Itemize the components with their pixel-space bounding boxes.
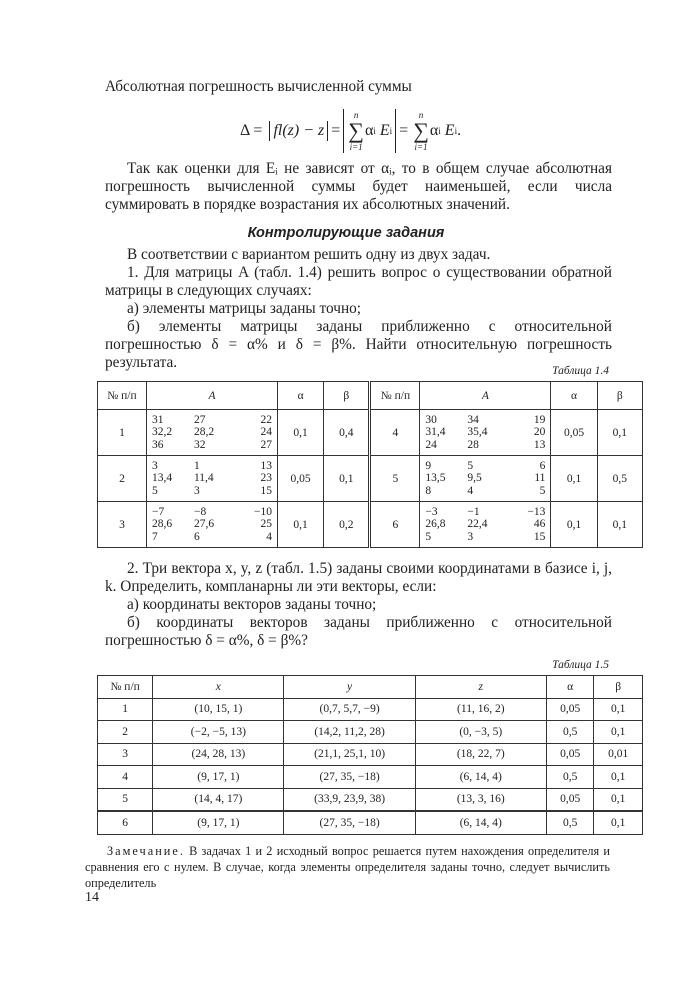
table-cell: 1 [98, 698, 153, 721]
header-cell: A [420, 382, 551, 410]
beta-cell: 0,1 [597, 502, 642, 548]
matrix-cell [420, 410, 551, 456]
section-heading: Контролирующие задания [247, 225, 445, 241]
matrix-cell [146, 410, 277, 456]
table-cell: (0,7, 5,7, −9) [284, 698, 415, 721]
table-header-row [98, 676, 643, 699]
matrix-element: 4 [467, 484, 474, 497]
table-cell: (18, 22, 7) [415, 743, 546, 766]
table-1-4 [97, 381, 643, 548]
E: E [444, 122, 455, 139]
matrix-element: −10 [253, 505, 272, 518]
matrix-element: −8 [193, 505, 207, 518]
task-1-b: б) элементы матрицы заданы приближенно с относительной погрешностью δ = α% и δ = β%. Найти относительную погрешность результата. [105, 318, 612, 371]
matrix-element: 27,6 [193, 518, 215, 531]
table-row [98, 502, 643, 548]
task-2: 2. Три вектора x, y, z (табл. 1.5) заданы своими координатами в базисе i, j, k. Определить, компланарны ли эти векторы, если: [105, 560, 612, 595]
row-number: 2 [98, 456, 147, 502]
sum-bottom: i=1 [349, 142, 363, 152]
matrix-element: 24 [425, 438, 437, 451]
table-cell: (33,9, 23,9, 38) [284, 788, 415, 811]
header-cell: α [546, 676, 594, 699]
matrix-element: 13,5 [425, 472, 446, 485]
formula-eq: = [399, 122, 409, 139]
task-2-a: а) координаты векторов заданы точно; [127, 596, 377, 613]
alpha-cell: 0,1 [551, 456, 597, 502]
note-text: В задачах 1 и 2 исходный вопрос решается путем нахождения определителя и сравнения его с нулем. В случае, когда элементы определителя заданы точно, следует вычислить определитель [85, 844, 610, 890]
matrix-element: 11,4 [193, 472, 214, 485]
header-cell: z [415, 676, 546, 699]
note-label: Замечание. [107, 844, 185, 858]
row-number: 5 [370, 456, 420, 502]
matrix-element: −3 [425, 505, 438, 518]
table-cell: 4 [98, 766, 153, 789]
alpha-cell: 0,05 [277, 456, 323, 502]
row-number: 3 [98, 502, 147, 548]
matrix-element: 11 [534, 472, 546, 485]
table-cell: 0,1 [594, 811, 643, 834]
alpha-cell: 0,05 [551, 410, 597, 456]
sigma: ∑ [348, 118, 364, 143]
table-cell: 0,1 [594, 788, 643, 811]
matrix-element: 3 [467, 530, 474, 543]
matrix-element: 6 [193, 530, 200, 543]
abs-bar [327, 121, 328, 141]
matrix-element: 32,2 [151, 426, 173, 439]
abs-bar [343, 109, 344, 153]
table-cell: 0,5 [546, 721, 594, 744]
header-cell: y [284, 676, 415, 699]
header-cell: A [146, 382, 277, 410]
matrix-element: −1 [467, 505, 480, 518]
header-cell: α [277, 382, 323, 410]
matrix-element: 5 [425, 530, 432, 543]
header-cell: α [551, 382, 597, 410]
table-cell: 5 [98, 788, 153, 811]
task-1: 1. Для матрицы A (табл. 1.4) решить вопрос о существовании обратной матрицы в следующих случаях: [105, 264, 612, 299]
matrix-element: 7 [151, 530, 158, 543]
header-cell: № п/п [370, 382, 420, 410]
matrix-cell [420, 456, 551, 502]
sub: i [389, 126, 393, 136]
matrix-element: 27 [260, 438, 272, 451]
table-cell: 0,1 [594, 721, 643, 744]
table-row [98, 721, 643, 744]
matrix-cell [146, 502, 277, 548]
matrix-element: 5 [467, 459, 474, 472]
matrix-element: −13 [527, 505, 546, 518]
matrix-element: −7 [151, 505, 165, 518]
table-cell: (27, 35, −18) [284, 766, 415, 789]
matrix-cell [420, 502, 551, 548]
table-cell: 0,05 [546, 698, 594, 721]
table-cell: (6, 14, 4) [415, 766, 546, 789]
matrix-element: 27 [193, 413, 206, 426]
row-number: 1 [98, 410, 147, 456]
table-cell: (6, 14, 4) [415, 811, 546, 834]
table-cell: 0,1 [594, 698, 643, 721]
header-cell: β [597, 382, 642, 410]
table-cell: 0,05 [546, 788, 594, 811]
beta-cell: 0,4 [324, 410, 370, 456]
matrix-element: 13 [260, 459, 272, 472]
row-number: 6 [370, 502, 420, 548]
matrix-element: 8 [425, 484, 432, 497]
sum-symbol [348, 110, 364, 152]
table-row [98, 698, 643, 721]
floor-bar [269, 121, 270, 141]
table-cell: (9, 17, 1) [153, 766, 284, 789]
table-row [98, 788, 643, 811]
matrix-element: 22 [260, 413, 272, 426]
abs-bar [395, 109, 396, 153]
sum-top: n [418, 110, 424, 120]
sub: i [373, 126, 376, 136]
table-row [98, 743, 643, 766]
beta-cell: 0,1 [324, 456, 370, 502]
note [85, 843, 610, 891]
matrix-element: 25 [260, 518, 272, 531]
table-row [98, 811, 643, 834]
beta-cell: 0,2 [324, 502, 370, 548]
header-cell: № п/п [98, 382, 147, 410]
matrix-element: 9 [425, 459, 432, 472]
table-cell: (9, 17, 1) [153, 811, 284, 834]
matrix [152, 414, 272, 452]
matrix-element: 3 [193, 484, 200, 497]
matrix-element: 28,6 [151, 518, 173, 531]
formula-abs-error [240, 106, 461, 156]
matrix-element: 3 [151, 459, 158, 472]
table-cell: (14,2, 11,2, 28) [284, 721, 415, 744]
table-cell: (0, −3, 5) [415, 721, 546, 744]
matrix-element: 19 [533, 413, 546, 426]
matrix-cell [146, 456, 277, 502]
task-2-b: б) координаты векторов заданы приближенно с относительной погрешностью δ = α%, δ = β%? [105, 614, 612, 649]
matrix-element: 5 [151, 484, 158, 497]
alpha: α [429, 122, 439, 139]
table-cell: (14, 4, 17) [153, 788, 284, 811]
matrix-element: 22,4 [467, 518, 488, 531]
table-1-5 [97, 675, 643, 835]
matrix-element: 35,4 [467, 426, 488, 439]
sub: i [454, 126, 458, 136]
matrix-element: 28 [467, 438, 479, 451]
formula-delta: Δ = [240, 122, 263, 139]
formula-fl: fl [273, 122, 283, 139]
matrix-element: 13 [533, 438, 546, 451]
beta-cell: 0,5 [597, 456, 642, 502]
matrix-element: 36 [151, 438, 164, 451]
table-1-5-caption: Таблица 1.5 [552, 659, 609, 671]
formula-arg: (z) − z [282, 122, 325, 139]
table-cell: 2 [98, 721, 153, 744]
table-cell: (21,1, 25,1, 10) [284, 743, 415, 766]
table-cell: (10, 15, 1) [153, 698, 284, 721]
matrix-element: 13,4 [151, 472, 173, 485]
matrix-element: 30 [425, 413, 437, 426]
table-cell: 0,1 [594, 766, 643, 789]
table-cell: 0,5 [546, 811, 594, 834]
table-1-4-caption: Таблица 1.4 [552, 365, 609, 377]
table-cell: (24, 28, 13) [153, 743, 284, 766]
table-row [98, 456, 643, 502]
header-cell: x [153, 676, 284, 699]
sum-bottom: i=1 [414, 142, 428, 152]
tasks-block [105, 246, 612, 372]
period: . [457, 122, 462, 139]
E: E [379, 122, 390, 139]
matrix [152, 460, 272, 498]
table-cell: 3 [98, 743, 153, 766]
table-cell: (11, 16, 2) [415, 698, 546, 721]
matrix-element: 5 [539, 484, 546, 497]
paragraph-abs-error: Абсолютная погрешность вычисленной суммы [105, 78, 412, 95]
table-cell: (−2, −5, 13) [153, 721, 284, 744]
matrix-element: 26,8 [425, 518, 446, 531]
formula-eq: = [331, 122, 341, 139]
table-cell: 0,05 [546, 743, 594, 766]
table-header-row [98, 382, 643, 410]
task-1-a: а) элементы матрицы заданы точно; [127, 300, 362, 317]
sum-symbol [413, 110, 429, 152]
matrix-element: 1 [193, 459, 200, 472]
matrix-element: 24 [260, 426, 272, 439]
matrix-element: 28,2 [193, 426, 215, 439]
matrix [152, 506, 272, 544]
table-cell: 6 [98, 811, 153, 834]
beta-cell: 0,1 [597, 410, 642, 456]
page-number: 14 [85, 890, 99, 905]
header-cell: β [324, 382, 370, 410]
matrix-element: 15 [533, 530, 546, 543]
table-cell: (27, 35, −18) [284, 811, 415, 834]
header-cell: β [594, 676, 643, 699]
matrix-element: 23 [260, 472, 272, 485]
alpha-cell: 0,1 [551, 502, 597, 548]
alpha-cell: 0,1 [277, 410, 323, 456]
matrix-element: 4 [266, 530, 272, 543]
matrix-element: 46 [533, 518, 546, 531]
table-cell: (13, 3, 16) [415, 788, 546, 811]
matrix [425, 506, 545, 544]
matrix-element: 31 [151, 413, 164, 426]
matrix-element: 20 [533, 426, 546, 439]
table-row [98, 766, 643, 789]
matrix [425, 460, 545, 498]
matrix-element: 6 [539, 459, 546, 472]
matrix-element: 32 [193, 438, 206, 451]
header-cell: № п/п [98, 676, 153, 699]
table-cell: 0,01 [594, 743, 643, 766]
sigma: ∑ [413, 118, 429, 143]
table-row [98, 410, 643, 456]
table-cell: 0,5 [546, 766, 594, 789]
paragraph-estimates: Так как оценки для Eᵢ не зависят от αᵢ, то в общем случае абсолютная погрешность вычисленной суммы будет наименьшей, если числа суммировать в порядке возрастания их абсолютных значений. [105, 160, 612, 213]
task2-block [105, 560, 612, 650]
matrix-element: 31,4 [425, 426, 446, 439]
matrix-element: 9,5 [467, 472, 482, 485]
matrix [425, 414, 545, 452]
matrix-element: 15 [260, 484, 272, 497]
alpha: α [364, 122, 374, 139]
sum-top: n [353, 110, 359, 120]
matrix-element: 34 [467, 413, 479, 426]
row-number: 4 [370, 410, 420, 456]
sub: i [438, 126, 441, 136]
tasks-intro: В соответствии с вариантом решить одну из двух задач. [127, 246, 491, 263]
alpha-cell: 0,1 [277, 502, 323, 548]
